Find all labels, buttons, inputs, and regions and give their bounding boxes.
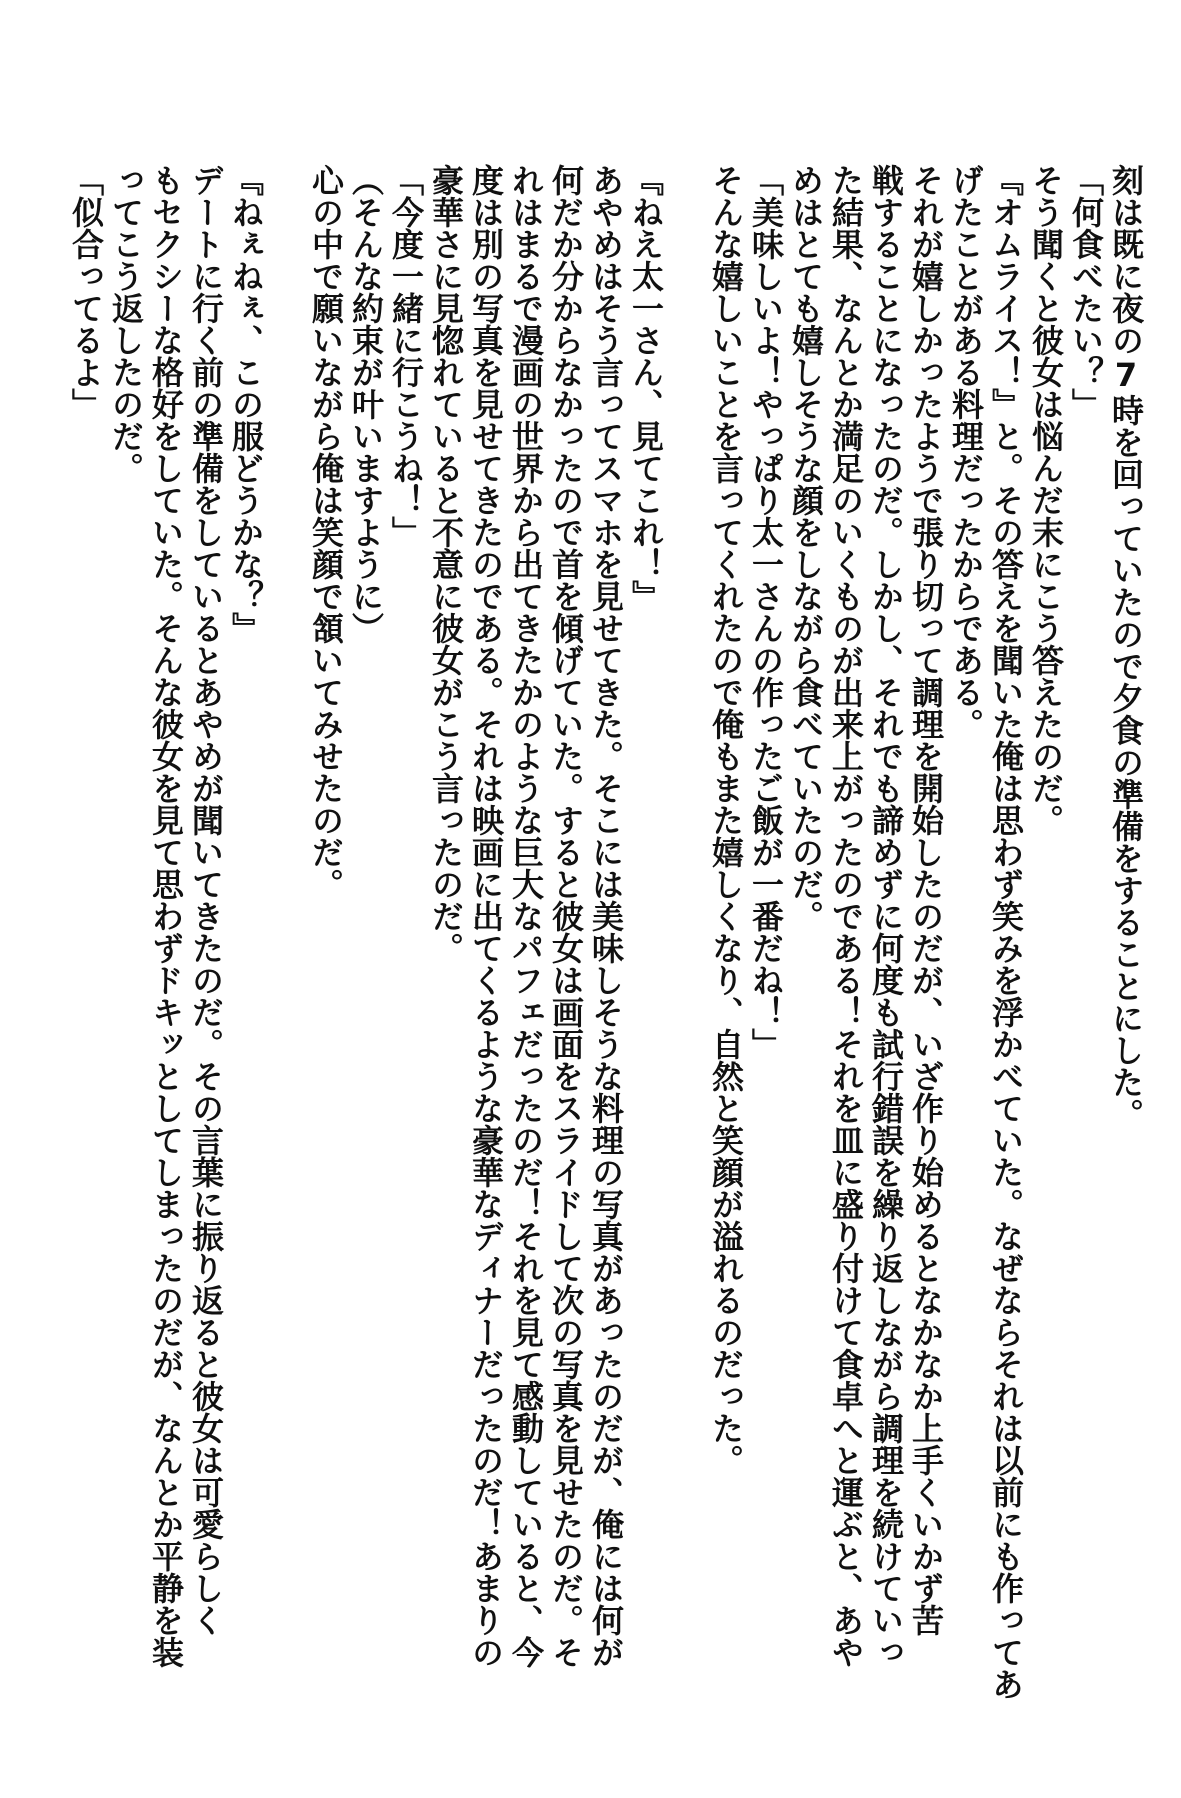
text-line: そう聞くと彼女は悩んだ末にこう答えたのだ。 bbox=[1027, 164, 1065, 836]
text-line: （そんな約束が叶いますように） bbox=[347, 164, 385, 644]
text-line: 心の中で願いながら俺は笑顔で頷いてみせたのだ。 bbox=[307, 164, 345, 900]
text-line: げたことがある料理だったからである。 bbox=[947, 164, 985, 740]
text-line: 刻は既に夜の7時を回っていたので夕食の準備をすることにした。 bbox=[1107, 164, 1145, 1130]
text-line: 「何食べたい？」 bbox=[1067, 164, 1105, 420]
text-line: あやめはそう言ってスマホを見せてきた。そこには美味しそうな料理の写真があったのだが、俺には何が bbox=[587, 164, 625, 1668]
blank-line bbox=[266, 164, 306, 1724]
text-line: た結果、なんとか満足のいくものが出来上がったのである！それを皿に盛り付けて食卓へと運ぶと、あや bbox=[827, 164, 865, 1668]
text-line: めはとても嬉しそうな顔をしながら食べていたのだ。 bbox=[787, 164, 825, 932]
text-line: 「今度一緒に行こうね！」 bbox=[387, 164, 425, 548]
text-line: 「美味しいよ！やっぱり太一さんの作ったご飯が一番だね！」 bbox=[747, 164, 785, 1060]
text-line: 度は別の写真を見せてきたのである。それは映画に出てくるような豪華なディナーだったのだ！あまりの bbox=[467, 164, 505, 1668]
text-line: 豪華さに見惚れていると不意に彼女がこう言ったのだ。 bbox=[427, 164, 465, 964]
text-line: 『オムライス！』と。その答えを聞いた俺は思わず笑みを浮かべていた。なぜならそれは以前にも作ってあ bbox=[987, 164, 1025, 1700]
blank-line bbox=[666, 164, 706, 1724]
text-line: 『ねえ太一さん、見てこれ！』 bbox=[627, 164, 665, 612]
text-line: そんな嬉しいことを言ってくれたので俺もまた嬉しくなり、自然と笑顔が溢れるのだった。 bbox=[707, 164, 745, 1476]
vertical-text-body bbox=[66, 164, 1146, 1724]
text-line: 『ねぇねぇ、この服どうかな？』 bbox=[227, 164, 265, 644]
text-line: もセクシーな格好をしていた。そんな彼女を見て思わずドキッとしてしまったのだが、なんとか平静を装 bbox=[147, 164, 185, 1668]
text-line: 「似合ってるよ」 bbox=[67, 164, 105, 420]
text-line: それが嬉しかったようで張り切って調理を開始したのだが、いざ作り始めるとなかなか上手くいかず苦 bbox=[907, 164, 945, 1636]
text-line: 何だか分からなかったので首を傾げていた。すると彼女は画面をスライドして次の写真を見せたのだ。そ bbox=[547, 164, 585, 1668]
text-line: れはまるで漫画の世界から出てきたかのような巨大なパフェだったのだ！それを見て感動していると、今 bbox=[507, 164, 545, 1668]
text-line: デートに行く前の準備をしているとあやめが聞いてきたのだ。その言葉に振り返ると彼女は可愛らしく bbox=[187, 164, 225, 1636]
text-line: 戦することになったのだ。しかし、それでも諦めずに何度も試行錯誤を繰り返しながら調理を続けていっ bbox=[867, 164, 905, 1668]
text-line: ってこう返したのだ。 bbox=[107, 164, 145, 484]
